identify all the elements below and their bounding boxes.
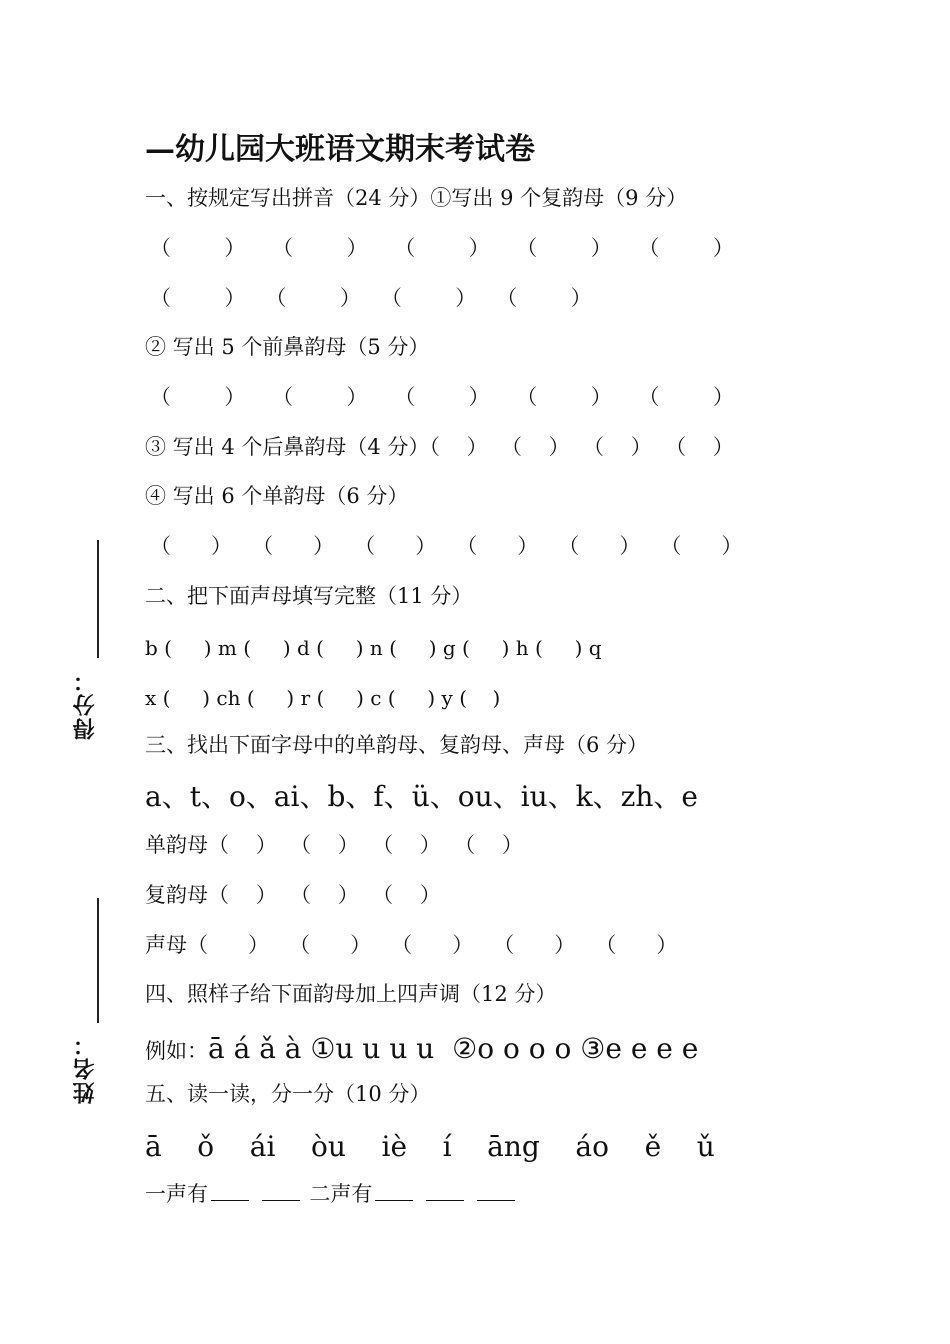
page-title: —幼儿园大班语文期末考试卷 xyxy=(145,132,535,167)
question-1-answer-row-2: （ ） （ ） （ ） （ ） xyxy=(150,286,592,310)
question-3-compound-finals: 复韵母（ ） （ ） （ ） xyxy=(145,883,441,907)
question-5-heading: 五、读一读，分一分（10 分） xyxy=(145,1082,431,1106)
answer-blank[interactable] xyxy=(211,1182,249,1201)
answer-blank[interactable] xyxy=(262,1182,300,1201)
question-3-letters: a、t、o、ai、b、f、ü、ou、iu、k、zh、e xyxy=(145,780,698,813)
question-1d-heading: ④ 写出 6 个单韵母（6 分） xyxy=(145,484,409,508)
question-2-row-1: b ( ) m ( ) d ( ) n ( ) g ( ) h ( ) q xyxy=(145,636,602,660)
question-4-example-label: 例如： xyxy=(145,1039,208,1063)
score-label: 得分： xyxy=(73,668,98,740)
answer-blank[interactable] xyxy=(477,1182,515,1201)
second-tone-label: 二声有 xyxy=(309,1182,373,1206)
score-line xyxy=(97,540,99,658)
question-4-heading: 四、照样子给下面韵母加上四声调（12 分） xyxy=(145,982,557,1006)
answer-blank[interactable] xyxy=(426,1182,464,1201)
question-5-syllables: ā ǒ ái òu iè í āng áo ě ǔ xyxy=(145,1130,715,1163)
question-3-initials: 声母（ ） （ ） （ ） （ ） （ ） xyxy=(145,933,678,957)
question-3-heading: 三、找出下面字母中的单韵母、复韵母、声母（6 分） xyxy=(145,733,649,757)
question-1-answer-row-1: （ ） （ ） （ ） （ ） （ ） xyxy=(150,236,734,260)
question-2-heading: 二、把下面声母填写完整（11 分） xyxy=(145,584,473,608)
question-1b-answer-row: （ ） （ ） （ ） （ ） （ ） xyxy=(150,385,734,409)
question-4-example xyxy=(145,1032,698,1066)
name-line xyxy=(97,898,99,1023)
first-tone-label: 一声有 xyxy=(145,1182,208,1206)
question-4-example-tones: ā á ǎ à ①u u u u ②o o o o ③e e e e xyxy=(208,1032,699,1065)
answer-blank[interactable] xyxy=(375,1182,413,1201)
question-1-heading: 一、按规定写出拼音（24 分）①写出 9 个复韵母（9 分） xyxy=(145,186,688,210)
question-1d-answer-row: （ ） （ ） （ ） （ ） （ ） （ ） xyxy=(150,534,743,558)
question-1c-heading: ③ 写出 4 个后鼻韵母（4 分）（ ） （ ） （ ） （ ） xyxy=(145,435,734,459)
name-label: 姓名： xyxy=(73,1032,98,1104)
question-2-row-2: x ( ) ch ( ) r ( ) c ( ) y ( ) xyxy=(145,686,501,710)
question-3-single-finals: 单韵母（ ） （ ） （ ） （ ） xyxy=(145,833,523,857)
question-1b-heading: ② 写出 5 个前鼻韵母（5 分） xyxy=(145,335,430,359)
question-5-sorting xyxy=(145,1182,518,1207)
